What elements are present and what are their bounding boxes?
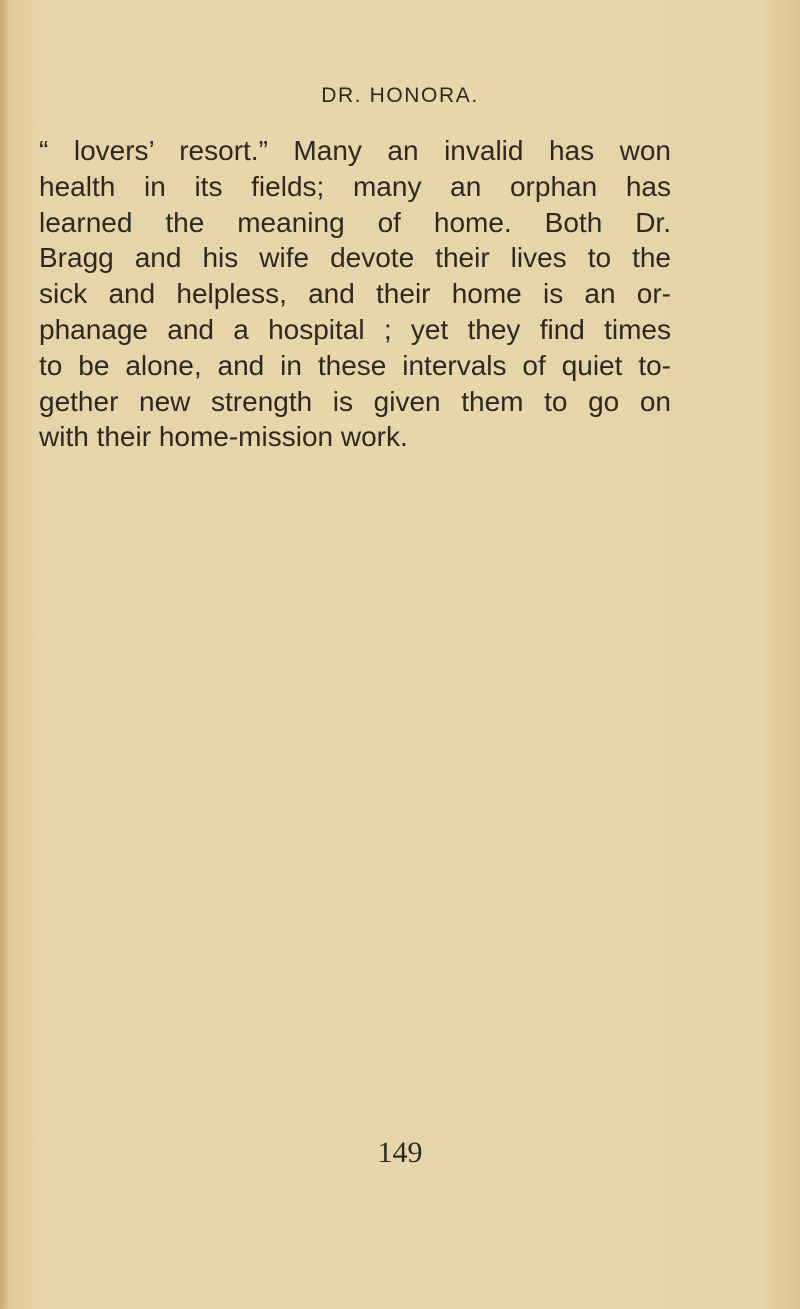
text-line: gether new strength is given them to go on [39, 385, 671, 417]
body-paragraph [39, 133, 671, 455]
text-line: “ lovers’ resort.” Many an invalid has won [39, 135, 671, 166]
text-line: health in its fields; many an orphan has [39, 170, 671, 202]
running-head: DR. HONORA. [321, 84, 479, 107]
text-line: with their home-mission work. [39, 421, 408, 453]
text-line: sick and helpless, and their home is an or- [39, 278, 671, 310]
text-line: to be alone, and in these intervals of quiet to- [39, 349, 671, 381]
text-line: Bragg and his wife devote their lives to the [39, 242, 671, 274]
spine-shadow [0, 0, 9, 1309]
page-number: 149 [377, 1136, 423, 1169]
text-line: learned the meaning of home. Both Dr. [39, 206, 671, 238]
text-line: phanage and a hospital ; yet they find times [39, 313, 671, 345]
